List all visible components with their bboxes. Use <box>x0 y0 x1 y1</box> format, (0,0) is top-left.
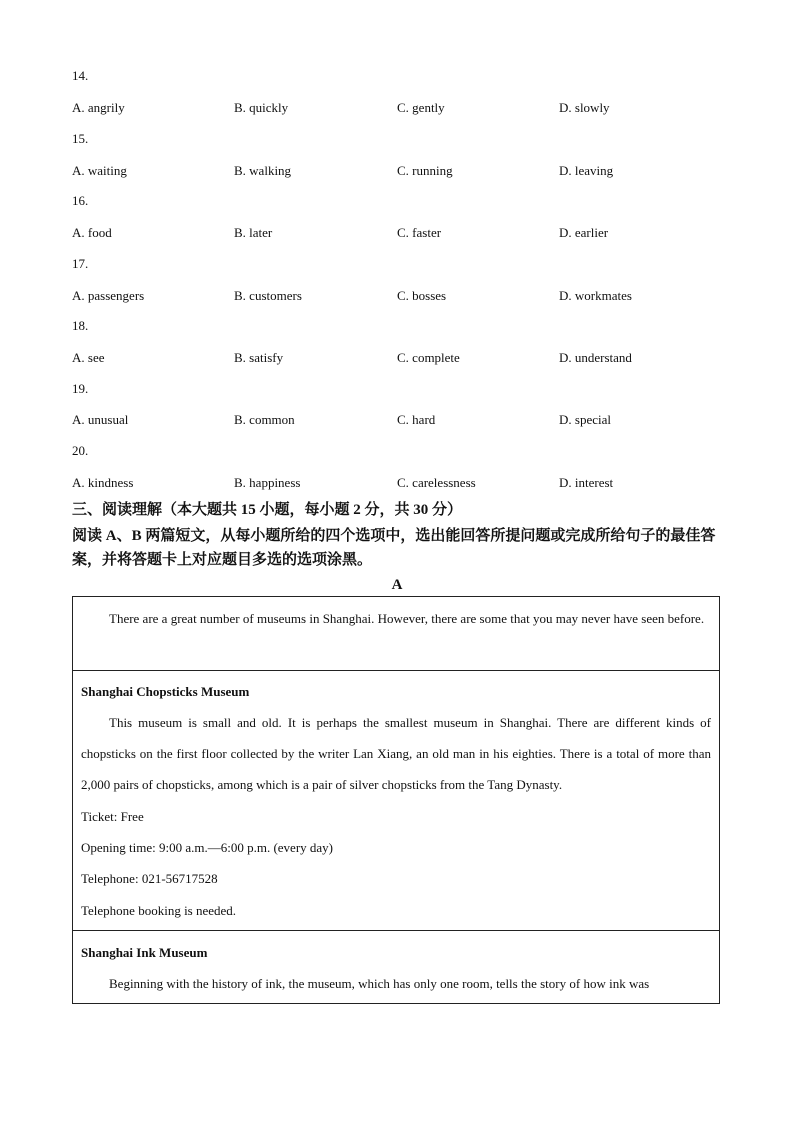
option-a: A. kindness <box>72 475 134 490</box>
table-divider <box>73 670 719 671</box>
option-b: B. walking <box>234 163 292 178</box>
option-c: C. carelessness <box>397 475 476 490</box>
option-a: A. waiting <box>72 163 127 178</box>
option-d: D. special <box>559 412 611 427</box>
option-b: B. later <box>234 225 273 240</box>
section-instructions: 阅读 A、B 两篇短文，从每小题所给的四个选项中，选出能回答所提问题或完成所给句子的最佳答案，并将答题卡上对应题目多选的选项涂黑。 <box>72 528 716 568</box>
option-c: C. complete <box>397 350 460 365</box>
museum-opening-time: Opening time: 9:00 a.m.—6:00 p.m. (every day) <box>81 840 334 855</box>
museum-booking: Telephone booking is needed. <box>81 903 237 918</box>
question-number: 17. <box>72 256 89 271</box>
museum-telephone: Telephone: 021-56717528 <box>81 871 218 886</box>
option-a: A. food <box>72 225 112 240</box>
option-d: D. earlier <box>559 225 609 240</box>
option-a: A. unusual <box>72 412 129 427</box>
option-d: D. workmates <box>559 288 632 303</box>
option-d: D. leaving <box>559 163 614 178</box>
option-d: D. interest <box>559 475 614 490</box>
option-b: B. quickly <box>234 100 289 115</box>
option-a: A. angrily <box>72 100 125 115</box>
option-c: C. hard <box>397 412 436 427</box>
option-b: B. happiness <box>234 475 301 490</box>
question-number: 15. <box>72 131 89 146</box>
option-a: A. see <box>72 350 105 365</box>
passage-intro: There are a great number of museums in Shanghai. However, there are some that you may never have seen before. <box>109 611 705 626</box>
option-b: B. customers <box>234 288 302 303</box>
option-d: D. slowly <box>559 100 610 115</box>
museum-description: Beginning with the history of ink, the museum, which has only one room, tells the story of how ink was <box>109 976 650 991</box>
question-number: 14. <box>72 68 89 83</box>
option-b: B. satisfy <box>234 350 284 365</box>
table-divider <box>73 930 719 931</box>
option-c: C. gently <box>397 100 445 115</box>
question-number: 19. <box>72 381 89 396</box>
option-a: A. passengers <box>72 288 145 303</box>
question-number: 20. <box>72 443 89 458</box>
option-c: C. bosses <box>397 288 447 303</box>
museum-title: Shanghai Ink Museum <box>81 945 208 960</box>
question-number: 16. <box>72 193 89 208</box>
question-number: 18. <box>72 318 89 333</box>
option-c: C. faster <box>397 225 442 240</box>
museum-description: This museum is small and old. It is perhaps the smallest museum in Shanghai. There are different kinds of chopsticks on the first floor collected by the writer Lan Xiang, an old man in his eighties. There is a total of more than 2,000 pairs of chopsticks, among which is a pair of silver chopsticks from the Tang Dynasty. <box>81 715 711 792</box>
museum-table <box>72 596 720 1004</box>
option-c: C. running <box>397 163 453 178</box>
option-b: B. common <box>234 412 295 427</box>
museum-title: Shanghai Chopsticks Museum <box>81 684 250 699</box>
section-title: 三、阅读理解（本大题共 15 小题，每小题 2 分，共 30 分） <box>72 502 463 518</box>
museum-ticket: Ticket: Free <box>81 809 144 824</box>
option-d: D. understand <box>559 350 632 365</box>
passage-letter: A <box>391 577 403 593</box>
